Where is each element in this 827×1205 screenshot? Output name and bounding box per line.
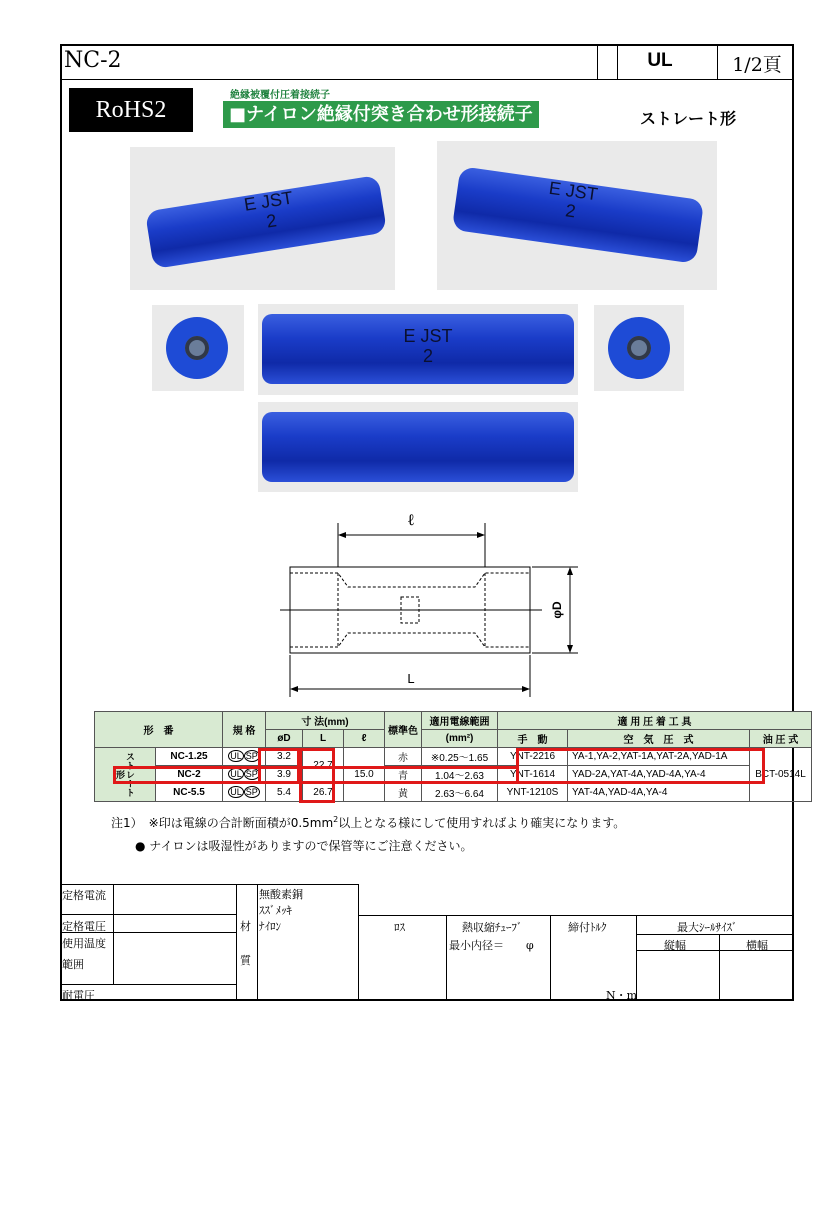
material-nylon: ﾅｲﾛﾝ <box>259 920 281 933</box>
cell-model: NC-5.5 <box>156 784 223 802</box>
rule <box>358 884 359 1001</box>
material-copper: 無酸素銅 <box>259 888 303 901</box>
cell-pneumatic: YA-1,YA-2,YAT-1A,YAT-2A,YAD-1A <box>568 748 750 766</box>
subtitle: 絶縁被覆付圧着接続子 <box>230 90 330 101</box>
rule <box>60 984 236 985</box>
cell-hydraulic: BCT-0514L <box>750 748 812 802</box>
highlight-tools <box>516 748 765 784</box>
rule <box>636 950 794 951</box>
cell-L: 26.7 <box>303 784 344 802</box>
product-title: ■ナイロン絶縁付突き合わせ形接続子 <box>223 101 539 128</box>
label-min-inner-dia: 最小内径＝ φ <box>449 939 534 952</box>
rule <box>550 915 551 1001</box>
rule <box>60 884 358 885</box>
cell-color: 青 <box>385 766 422 784</box>
th-manual: 手 動 <box>498 730 568 748</box>
product-photo-end-left <box>152 305 244 391</box>
cell-manual: YNT-1614 <box>498 766 568 784</box>
label-seal-height: 縦幅 <box>664 939 686 952</box>
tube-end-image <box>608 317 670 379</box>
highlight-l <box>299 748 335 803</box>
label-heat-shrink-tube: 熱収縮ﾁｭｰﾌﾞ <box>462 921 523 934</box>
header-divider <box>717 44 718 80</box>
cell-L-shared: 22.7 <box>303 748 344 784</box>
rule <box>719 934 720 1001</box>
label-seal-width: 横幅 <box>746 939 768 952</box>
label-torque: 締付ﾄﾙｸ <box>568 921 607 934</box>
note-1: 注1） ※印は電線の合計断面積が$0.5mm^2$以上となる様にして使用すればより確実になります。 <box>111 815 626 830</box>
cell-phid: 3.9 <box>266 766 303 784</box>
shape-label: ストレート形 <box>640 109 737 128</box>
th-hydraulic: 油 圧 式 <box>750 730 812 748</box>
ul-csa-mark: UL SP <box>223 766 266 784</box>
note-2: ● ナイロンは吸湿性がありますので保管等にご注意ください。 <box>135 839 473 853</box>
label-l: ℓ <box>407 510 415 529</box>
th-color: 標準色 <box>385 712 422 748</box>
label-rated-current: 定格電流 <box>62 889 106 902</box>
tube-marking: E JST 2 <box>242 187 295 232</box>
th-wire-unit: (mm²) <box>422 730 498 748</box>
product-code: NC-2 <box>64 48 122 73</box>
ul-csa-mark: UL SP <box>223 784 266 802</box>
th-dims: 寸 法(mm) <box>266 712 385 730</box>
label-loss: ﾛｽ <box>394 921 405 934</box>
label-temp-range-1: 使用温度 <box>62 937 106 950</box>
cell-pneumatic: YAT-4A,YAD-4A,YA-4 <box>568 784 750 802</box>
cell-pneumatic: YAD-2A,YAT-4A,YAD-4A,YA-4 <box>568 766 750 784</box>
rule <box>446 915 447 1001</box>
group-label: ストレート形 <box>95 748 156 802</box>
th-tools: 適 用 圧 着 工 具 <box>498 712 812 730</box>
th-model: 形 番 <box>95 712 223 748</box>
cell-phid: 5.4 <box>266 784 303 802</box>
header-divider <box>597 44 598 80</box>
cell-model: NC-1.25 <box>156 748 223 766</box>
cell-model: NC-2 <box>156 766 223 784</box>
th-spec: 規 格 <box>223 712 266 748</box>
th-wire-range: 適用電線範囲 <box>422 712 498 730</box>
tube-marking: E JST 2 <box>403 326 453 366</box>
label-L: L <box>407 671 415 686</box>
cell-color: 黄 <box>385 784 422 802</box>
ul-csa-mark: UL SP <box>223 748 266 766</box>
tube-marking: E JST 2 <box>547 177 600 222</box>
rule <box>236 884 237 1001</box>
label-material-2: 質 <box>240 954 251 967</box>
product-photo-angled-right <box>437 141 717 290</box>
cell-range: 2.63～6.64 <box>422 784 498 802</box>
tube-end-image <box>166 317 228 379</box>
rule <box>358 915 794 916</box>
cell-range: 1.04～2.63 <box>422 766 498 784</box>
th-pneumatic: 空 気 圧 式 <box>568 730 750 748</box>
cell-phid: 3.2 <box>266 748 303 766</box>
cell-manual: YNT-2216 <box>498 748 568 766</box>
page-number: 1/2頁 <box>732 54 782 76</box>
product-photo-end-right <box>594 305 684 391</box>
rule <box>113 884 114 984</box>
cell-l-shared: 15.0 <box>344 748 385 802</box>
product-photo-angled-left <box>130 147 395 290</box>
header-divider <box>617 44 618 80</box>
cell-range: ※0.25～1.65 <box>422 748 498 766</box>
th-L: L <box>303 730 344 748</box>
th-phid: øD <box>266 730 303 748</box>
cell-manual: YNT-1210S <box>498 784 568 802</box>
material-plating: ｽｽﾞﾒｯｷ <box>259 904 292 917</box>
label-torque-unit: N・m <box>606 989 638 1002</box>
table-row <box>95 784 812 802</box>
dimension-drawing <box>280 505 580 705</box>
product-photo-side-marked <box>258 304 578 395</box>
label-temp-range-2: 範囲 <box>62 958 84 971</box>
label-material-1: 材 <box>240 920 251 933</box>
cell-color: 赤 <box>385 748 422 766</box>
standard-label: UL <box>647 50 673 71</box>
rule <box>257 884 258 1001</box>
label-rated-voltage: 定格電圧 <box>62 920 106 933</box>
label-D: φD <box>550 601 564 619</box>
rohs-badge: RoHS2 <box>69 88 193 132</box>
tube-image <box>262 412 574 482</box>
label-withstand-voltage: 耐電圧 <box>62 989 95 1002</box>
highlight-L <box>258 748 300 784</box>
label-max-seal-size: 最大ｼｰﾙｻｲｽﾞ <box>677 921 738 934</box>
product-photo-side-plain <box>258 402 578 492</box>
rule <box>60 914 236 915</box>
th-l: ℓ <box>344 730 385 748</box>
